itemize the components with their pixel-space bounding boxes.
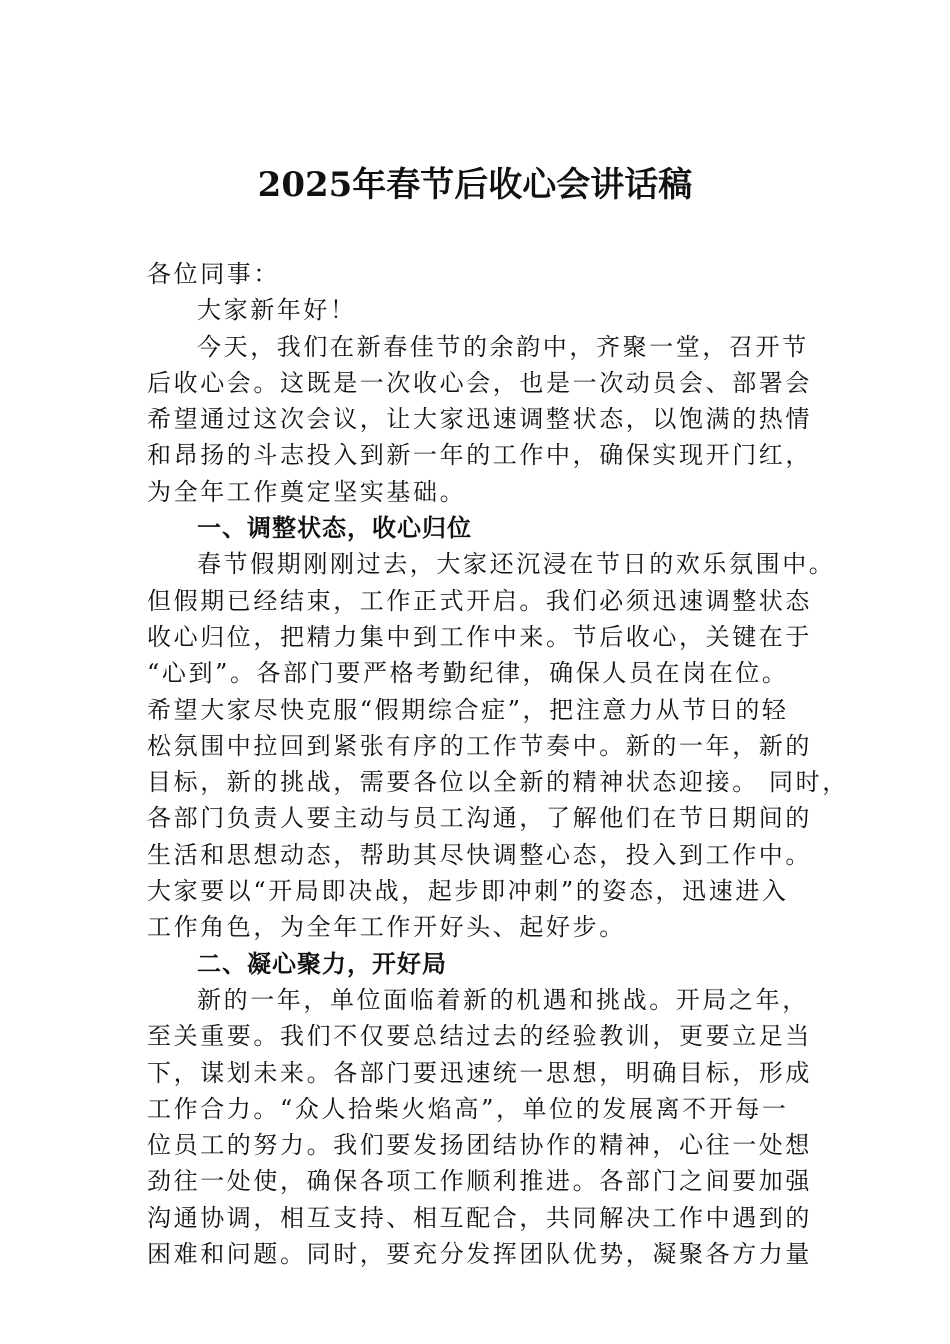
section-1-line: 目标，新的挑战，需要各位以全新的精神状态迎接。 同时， [147, 768, 849, 797]
intro-line: 和昂扬的斗志投入到新一年的工作中，确保实现开门红， [147, 441, 812, 470]
intro-line: 希望通过这次会议，让大家迅速调整状态，以饱满的热情 [147, 405, 812, 434]
section-1-line: 希望大家尽快克服“假期综合症”，把注意力从节日的轻 [147, 695, 789, 724]
section-heading-1: 一、调整状态，收心归位 [197, 513, 472, 543]
section-1-line: 但假期已经结束，工作正式开启。我们必须迅速调整状态 [147, 586, 812, 615]
section-1-line: 大家要以“开局即决战，起步即冲刺”的姿态，迅速进入 [147, 877, 789, 906]
section-2-line: 困难和问题。同时，要充分发挥团队优势，凝聚各方力量 [147, 1240, 812, 1269]
intro-line: 今天，我们在新春佳节的余韵中，齐聚一堂，召开节 [197, 332, 809, 361]
intro-line: 后收心会。这既是一次收心会，也是一次动员会、部署会 [147, 368, 812, 397]
section-2-line: 沟通协调，相互支持、相互配合，共同解决工作中遇到的 [147, 1203, 812, 1232]
section-2-line: 新的一年，单位面临着新的机遇和挑战。开局之年， [197, 985, 809, 1014]
section-1-line: 松氛围中拉回到紧张有序的工作节奏中。新的一年，新的 [147, 731, 812, 760]
section-1-line: 收心归位，把精力集中到工作中来。节后收心，关键在于 [147, 622, 812, 651]
document-title: 2025年春节后收心会讲话稿 [257, 165, 693, 205]
section-1-line: 春节假期刚刚过去，大家还沉浸在节日的欢乐氛围中。 [197, 550, 836, 579]
document-body [147, 256, 849, 1272]
section-1-line: 工作角色，为全年工作开好头、起好步。 [147, 913, 626, 942]
section-heading-2: 二、凝心聚力，开好局 [197, 948, 447, 978]
section-1-line: 各部门负责人要主动与员工沟通，了解他们在节日期间的 [147, 804, 812, 833]
intro-line: 为全年工作奠定坚实基础。 [147, 477, 467, 506]
section-1-line: “心到”。各部门要严格考勤纪律，确保人员在岗在位。 [147, 659, 789, 688]
salutation: 各位同事： [147, 260, 280, 288]
section-2-line: 至关重要。我们不仅要总结过去的经验教训，更要立足当 [147, 1022, 812, 1051]
section-2-line: 位员工的努力。我们要发扬团结协作的精神，心往一处想 [147, 1131, 812, 1160]
section-2-line: 下，谋划未来。各部门要迅速统一思想，明确目标，形成 [147, 1058, 812, 1087]
greeting: 大家新年好！ [197, 296, 357, 325]
section-2-line: 劲往一处使，确保各项工作顺利推进。各部门之间要加强 [147, 1167, 812, 1196]
section-1-line: 生活和思想动态，帮助其尽快调整心态，投入到工作中。 [147, 840, 812, 869]
section-2-line: 工作合力。“众人拾柴火焰高”，单位的发展离不开每一 [147, 1094, 789, 1123]
